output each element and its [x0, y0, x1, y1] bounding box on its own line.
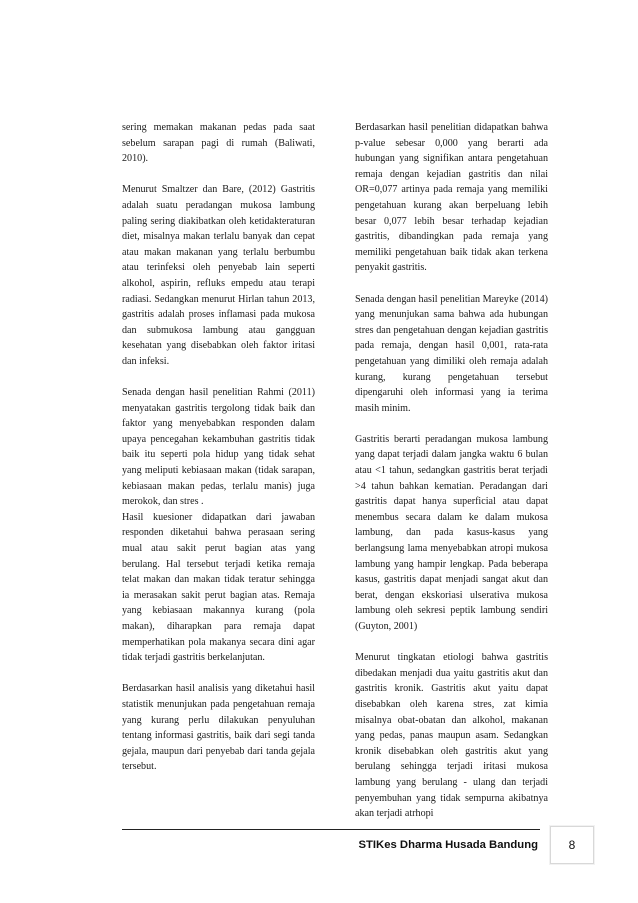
paragraph: Berdasarkan hasil analisis yang diketahui hasil statistik menunjukan pada pengetahuan remaja yang kurang perlu dilakukan penyuluhan tentang informasi gastritis, baik dari segi tanda gejala, maupun dari penyebab dari tanda gejala tersebut.	[122, 683, 315, 773]
paragraph: Senada dengan hasil penelitian Mareyke (2014) yang menunjukan sama bahwa ada hubungan stres dan pengetahuan dengan kejadian gastritis pada remaja, dengan hasil 0,001, rata-rata pengetahuan yang dimiliki oleh remaja adalah kurang, kurang pengetahuan tersebut dipengaruhi oleh informasi yang ia terima masih minim.	[355, 293, 548, 414]
paragraph: Hasil kuesioner didapatkan dari jawaban responden diketahui bahwa perasaan sering mual atau sakit perut bagian atas yang berulang. Hal tersebut terjadi ketika remaja telat makan dan makan tidak teratur sehingga ia merasakan sakit perut bagian atas. Remaja yang kebiasaan makannya kurang (pola makan), diharapkan para remaja dapat memperhatikan pola makanya secara dini agar tidak terjadi gastritis berkelanjutan.	[122, 511, 315, 664]
right-column	[355, 120, 548, 822]
footer-institution: STIKes Dharma Husada Bandung	[358, 839, 538, 851]
paragraph: Gastritis berarti peradangan mukosa lambung yang dapat terjadi dalam jangka waktu 6 bulan atau <1 tahun, sedangkan gastritis berat terjadi >4 tahun bahkan kematian. Peradangan dari gastritis dapat hanya superficial atau dapat menembus secara dalam ke dalam mukosa lambung, dan pada kasus-kasus yang berlangsung lama menyebabkan atropi mukosa lambung yang hampir lengkap. Pada beberapa kasus, gastritis dapat menjadi sangat akut dan berat, dengan ekskoriasi ulserativa mukosa lambung oleh sekresi peptik lambung sendiri (Guyton, 2001)	[355, 433, 548, 632]
footer-divider	[122, 829, 540, 830]
paragraph: Senada dengan hasil penelitian Rahmi (2011) menyatakan gastritis tergolong tidak baik dan faktor yang menyebabkan responden dalam upaya pencegahan kekambuhan gastritis tidak baik itu seperti pola hidup yang tidak sehat yang meliputi kebiasaan makan (tidak sarapan, kebiasaan makan pedas, terlalu manis) juga merokok, dan stres .	[122, 387, 315, 508]
paragraph: Menurut Smaltzer dan Bare, (2012) Gastritis adalah suatu peradangan mukosa lambung paling sering diakibatkan oleh ketidakteraturan diet, misalnya makan terlalu banyak dan cepat atau makan makanan yang terlalu berbumbu atau terinfeksi oleh penyebab lain seperti alkohol, aspirin, refluks empedu atau terapi radiasi. Sedangkan menurut Hirlan tahun 2013, gastritis adalah proses inflamasi pada mukosa dan submukosa lambung atau gangguan kesehatan yang disebabkan oleh faktor iritasi dan infeksi.	[122, 184, 315, 367]
page-number-label: 8	[568, 838, 576, 852]
page-number	[550, 826, 594, 864]
left-column	[122, 120, 315, 775]
paragraph: Berdasarkan hasil penelitian didapatkan bahwa p-value sebesar 0,000 yang berarti ada hubungan yang signifikan antara pengetahuan remaja dengan kejadian gastritis dan nilai OR=0,077 artinya pada remaja yang memiliki pengetahuan kurang akan berpeluang lebih besar 0,077 lebih besar terhadap kejadian gastritis, dibandingkan pada remaja yang memiliki pengetahuan baik tidak akan terkena penyakit gastritis.	[355, 122, 548, 274]
paragraph: sering memakan makanan pedas pada saat sebelum sarapan pagi di rumah (Baliwati, 2010).	[122, 122, 315, 165]
paragraph: Menurut tingkatan etiologi bahwa gastritis dibedakan menjadi dua yaitu gastritis akut dan gastritis kronik. Gastritis akut yaitu dapat disebabkan oleh karena stres, zat kimia misalnya obat-obatan dan alkohol, makanan yang pedas, panas maupun asam. Sedangkan kronik disebabkan oleh gastritis akut yang berulang sehingga terjadi iritasi mukosa lambung yang berulang - ulang dan terjadi penyembuhan yang tidak sempurna akibatnya akan terjadi atrhopi	[355, 652, 548, 820]
